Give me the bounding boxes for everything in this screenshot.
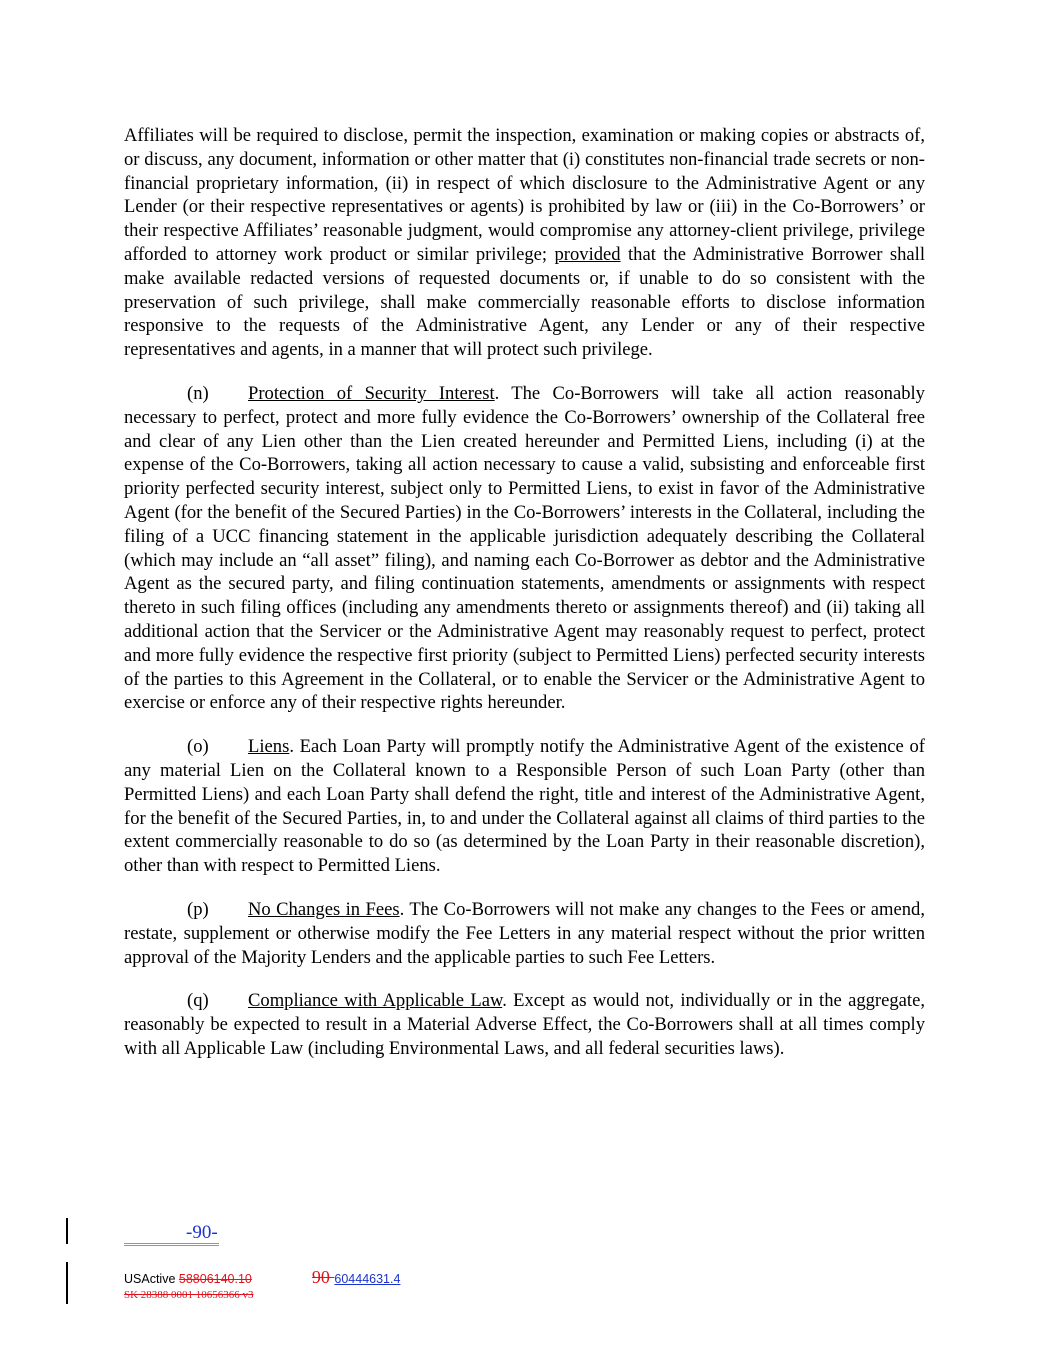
inserted-doc-id: 60444631.4 <box>334 1272 401 1286</box>
section-text: . Except as would not, individually or in the aggregate, reasonably be expected to result in a Material Adverse Effect, the Co-Borrowers shall at all times comply with all Applicable Law (including Environmental Laws, and all federal securities laws). <box>124 990 925 1059</box>
section-q <box>124 989 925 1060</box>
section-label: (o) <box>187 736 209 758</box>
paragraph-text-rest: that the Administrative Borrower shall make available redacted versions of requested documents or, if unable to do so consistent with the preservation of such privilege, shall make commercially reasonable efforts to disclose information responsive to the requests of the Administrative Agent, any Lender or any of their respective representatives and agents, in a manner that will protect such privilege. <box>124 243 925 361</box>
footer-doc-id <box>124 1267 400 1288</box>
section-heading: No Changes in Fees <box>248 898 400 920</box>
section-label: (p) <box>187 898 209 920</box>
paragraph-text: Affiliates will be required to disclose, permit the inspection, examination or making copies or abstracts of, or discuss, any document, information or other matter that (i) constitutes non-financial trade secrets or non-financial proprietary information, (ii) in respect of which disclosure to the Administrative Agent or any Lender (or their respective representatives or agents) is prohibited by law or (iii) in the Co-Borrowers’ or their respective Affiliates’ reasonable judgment, would compromise any attorney-client privilege, privilege afforded to attorney work product or similar privilege; <box>124 125 925 265</box>
section-n <box>124 382 925 715</box>
change-bar <box>66 1262 68 1304</box>
deleted-page-number: 90 <box>311 1267 335 1287</box>
document-body <box>124 124 925 1081</box>
section-heading: Protection of Security Interest <box>248 382 495 404</box>
section-heading: Compliance with Applicable Law <box>248 990 503 1012</box>
page-number: -90- <box>186 1222 218 1243</box>
section-text: . The Co-Borrowers will not make any changes to the Fees or amend, restate, supplement or otherwise modify the Fee Letters in any material respect without the prior written approval of the Majority Lenders and the applicable parties to such Fee Letters. <box>124 898 925 968</box>
section-text: . Each Loan Party will promptly notify the Administrative Agent of the existence of any material Lien on the Collateral known to a Responsible Person of such Loan Party (other than Permitted Liens) and each Loan Party shall defend the right, title and interest of the Administrative Agent, for the benefit of the Secured Parties, in, to and under the Collateral against all claims of third parties to the extent commercially reasonable to do so (as determined by the Loan Party in their reasonable discretion), other than with respect to Permitted Liens. <box>124 736 925 877</box>
change-bar <box>66 1218 68 1244</box>
section-p <box>124 898 925 969</box>
section-label: (q) <box>187 990 209 1012</box>
section-o <box>124 735 925 878</box>
deleted-doc-id: 58806140.10 <box>178 1272 252 1286</box>
section-label: (n) <box>187 382 209 404</box>
section-heading: Liens <box>248 736 290 758</box>
section-text: . The Co-Borrowers will take all action reasonably necessary to perfect, protect and more fully evidence the Co-Borrowers’ ownership of the Collateral free and clear of any Lien other than the Lien created hereunder and Permitted Liens, including (i) at the expense of the Co-Borrowers, taking all action necessary to cause a valid, subsisting and enforceable first priority perfected security interest, subject only to Permitted Liens, to exist in favor of the Administrative Agent (for the benefit of the Secured Parties) in the Co-Borrowers’ interests in the Collateral, including the filing of a UCC financing statement in the applicable jurisdiction adequately describing the Collateral (which may include an “all asset” filing), and naming each Co-Borrower as debtor and the Administrative Agent as the secured party, and filing continuation statements, amendments or assignments with respect thereto in such filing offices (including any amendments thereto or assignments thereof) and (ii) taking all additional action that the Servicer or the Administrative Agent may reasonably request to perfect, protect and more fully evidence the respective first priority (subject to Permitted Liens) perfected security interests of the parties to this Agreement in the Collateral, or to enable the Servicer or the Administrative Agent to exercise or enforce any of their respective rights hereunder. <box>124 382 925 714</box>
footer-label: USActive <box>124 1272 179 1286</box>
deleted-sk-id: SK 28388 0001 10656366 v3 <box>124 1289 254 1301</box>
paragraph-continuation <box>124 124 925 362</box>
provided-term: provided <box>554 243 621 265</box>
